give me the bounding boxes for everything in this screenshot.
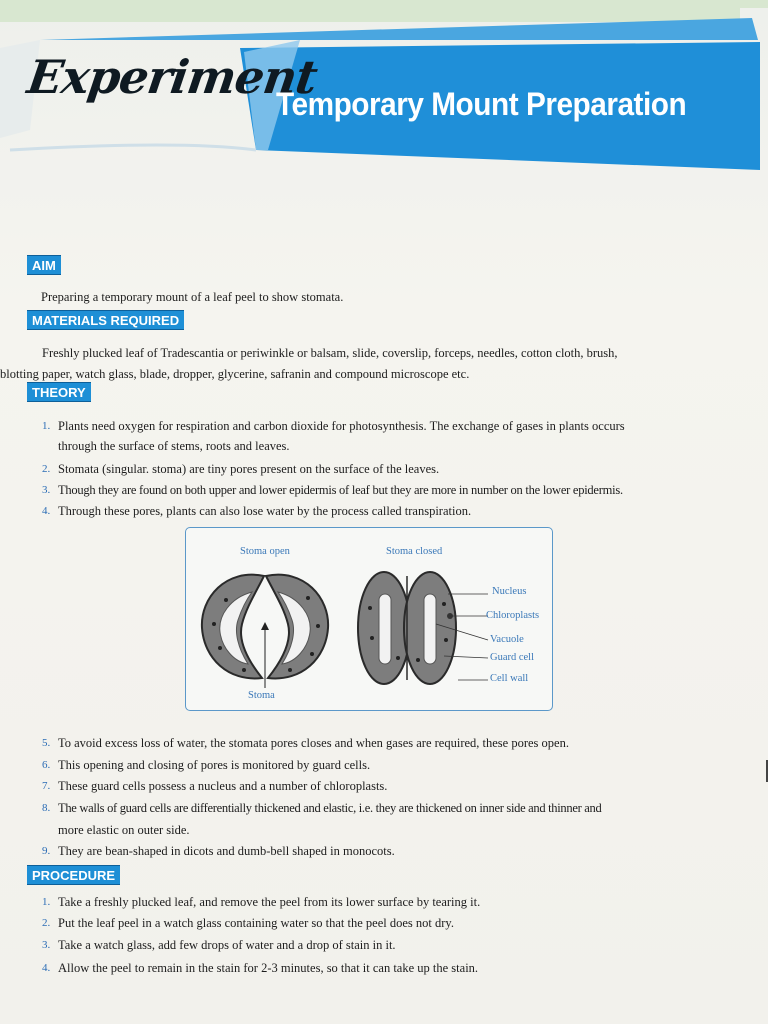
item-number: 7. [42,780,51,792]
aim-text: Preparing a temporary mount of a leaf peel to show stomata. [41,290,344,304]
item-number: 8. [42,802,51,814]
item-number: 4. [42,962,51,974]
item-text: Stomata (singular. stoma) are tiny pores present on the surface of the leaves. [58,462,440,476]
materials-line-1: Freshly plucked leaf of Tradescantia or periwinkle or balsam, slide, coverslip, forceps, needles, cotton cloth, brush, [42,346,618,360]
list-item [42,798,722,838]
item-text: Put the leaf peel in a watch glass containing water so that the peel does not dry. [58,916,454,930]
item-number: 1. [42,896,51,908]
aim-heading: AIM [27,255,61,275]
cell-wall-label: Cell wall [490,673,529,684]
list-item [42,501,722,521]
item-number: 3. [42,484,51,496]
item-text: Take a freshly plucked leaf, and remove the peel from its lower surface by tearing it. [58,895,481,909]
item-number: 3. [42,939,51,951]
open-stoma-figure [202,575,328,688]
list-item [42,459,722,479]
item-text: Though they are found on both upper and lower epidermis of leaf but they are more in number on the lower epidermis. [58,483,623,497]
item-text: Plants need oxygen for respiration and carbon dioxide for photosynthesis. The exchange of gases in plants occurs [58,419,625,433]
item-text: This opening and closing of pores is monitored by guard cells. [58,758,371,772]
item-text: The walls of guard cells are differentially thickened and elastic, i.e. they are thickened on inner side and thinner and [58,801,602,815]
item-text: Through these pores, plants can also lose water by the process called transpiration. [58,504,472,518]
stomata-diagram [185,527,553,711]
item-text-continued: through the surface of stems, roots and leaves. [58,439,290,453]
item-number: 6. [42,759,51,771]
item-number: 9. [42,845,51,857]
item-number: 2. [42,917,51,929]
item-number: 2. [42,463,51,475]
materials-line-2: blotting paper, watch glass, blade, dropper, glycerine, safranin and compound microscope etc. [0,367,470,381]
experiment-word: Experiment [24,50,321,104]
stoma-label: Stoma [248,690,275,701]
item-number: 5. [42,737,51,749]
list-item [42,935,722,955]
item-text: To avoid excess loss of water, the stomata pores closes and when gases are required, these pores open. [58,736,569,750]
item-text-continued: more elastic on outer side. [58,823,190,837]
list-item [42,841,722,861]
list-item [42,733,722,753]
item-text: They are bean-shaped in dicots and dumb-bell shaped in monocots. [58,844,395,858]
item-number: 1. [42,420,51,432]
item-text: Allow the peel to remain in the stain for 2-3 minutes, so that it can take up the stain. [58,961,479,975]
list-item [42,892,722,912]
stoma-open-label: Stoma open [240,546,290,557]
vacuole-label: Vacuole [490,634,524,645]
stoma-closed-label: Stoma closed [386,546,443,557]
materials-heading: MATERIALS REQUIRED [27,310,184,330]
chloroplasts-label: Chloroplasts [486,610,540,621]
guard-cell-label: Guard cell [490,652,535,663]
list-item [42,913,722,933]
item-number: 4. [42,505,51,517]
nucleus-label: Nucleus [492,586,527,597]
list-item [42,958,722,978]
closed-stoma-figure [358,572,456,684]
item-text: These guard cells possess a nucleus and a number of chloroplasts. [58,779,388,793]
procedure-heading: PROCEDURE [27,865,120,885]
theory-heading: THEORY [27,382,91,402]
list-item [42,755,722,775]
list-item [42,480,722,500]
item-text: Take a watch glass, add few drops of water and a drop of stain in it. [58,938,396,952]
list-item [42,416,722,456]
list-item [42,776,722,796]
page-title: Temporary Mount Preparation [276,86,687,122]
